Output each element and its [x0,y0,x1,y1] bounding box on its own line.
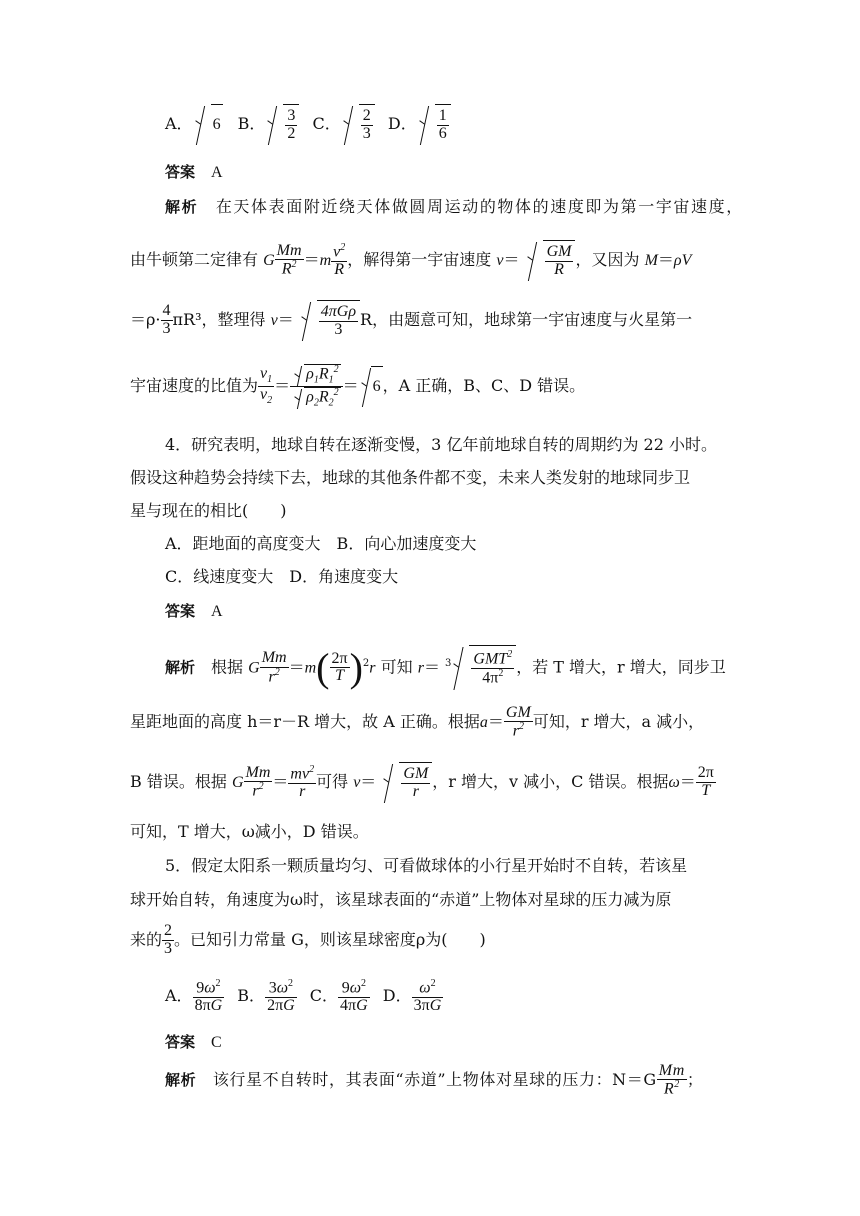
q3-analysis-4: 宇宙速度的比值为 $\frac{v_1}{v_2}$ ＝ $\frac{\rho_1R_1^2}{\rho_2R_2^2}$ ＝ 6 ，A 正确，B、C、D 错误。 [130,364,586,409]
q4-stem-1: 4．研究表明，地球自转在逐渐变慢，3 亿年前地球自转的周期约为 22 小时。 [165,435,717,454]
q5-stem-2: 球开始自转，角速度为ω时，该星球表面的“赤道”上物体对星球的压力减为原 [130,890,672,909]
q4-stem-3: 星与现在的相比( ) [130,501,287,520]
q4-analysis-4: 可知，T 增大，ω减小，D 错误。 [130,822,369,841]
option-c-value: $\frac{2}{3}$ [341,104,375,145]
q4-answer: 答案 A [165,602,223,620]
option-b-label: B． [237,114,266,133]
option-c-label: C． [312,114,341,133]
option-a: A． $\frac{9\omega^2}{8\pi G}$ [165,977,223,1014]
q5-answer: 答案 C [165,1033,222,1051]
q3-analysis-1: 解析 在天体表面附近绕天体做圆周运动的物体的速度即为第一宇宙速度， [165,197,744,216]
q3-analysis-3: ＝ρ· $\frac{4}{3}$ πR³，整理得 v＝ $\frac{\text{4πGρ}}{3}$ R，由题意可知，地球第一宇宙速度与火星第一 [130,300,692,341]
q3-analysis-2: 由牛顿第二定律有 G $\frac{Mm}{R^2}$ ＝m $\frac{v^2}{R}$ ，解得第一宇宙速度 v＝ $\frac{GM}{R}$ ，又因为 M＝ρV [130,240,691,281]
option-a-value: 6 [193,104,223,145]
q4-analysis-3: B 错误。根据 G $\frac{Mm}{r^2}$ ＝ $\frac{mv^2}{r}$ 可得 v＝ $\frac{GM}{r}$ ，r 增大，v 减小，C 错误。根据ω＝ $\frac{2\pi}{T}$ [130,762,716,803]
q4-options-cd: C．线速度变大 D．角速度变大 [165,567,399,586]
option-b: B． $\frac{3\omega^2}{2\pi G}$ [237,977,295,1014]
option-c: C． $\frac{9\omega^2}{4\pi G}$ [309,977,368,1014]
option-a-label: A． [165,114,193,133]
option-b-value: $\frac{3}{2}$ [265,104,299,145]
option-d-label: D． [387,114,417,133]
option-d-value: $\frac{1}{6}$ [417,104,451,145]
q5-stem-3: 来的 $\frac{2}{3}$ 。已知引力常量 G，则该星球密度ρ为( ) [130,922,486,957]
q3-answer: 答案 A [165,163,223,181]
q4-stem-2: 假设这种趋势会持续下去，地球的其他条件都不变，未来人类发射的地球同步卫 [130,468,691,487]
q5-stem-1: 5．假定太阳系一颗质量均匀、可看做球体的小行星开始时不自转，若该星 [165,856,688,875]
option-d: D． $\frac{\omega^2}{3\pi G}$ [382,977,442,1014]
q4-analysis-1: 解析 根据 G $\frac{Mm}{r^2}$ ＝m( $\frac{2\pi}{T}$ )$^2$r 可知 r＝ $^3$ $\frac{GMT^2}{4\pi^2}$ ，若 T 增大，r 增大，同步卫 [165,644,726,690]
q3-options [165,104,451,145]
q4-options-ab: A．距地面的高度变大 B．向心加速度变大 [165,534,477,553]
q5-analysis-1: 解析 该行星不自转时，其表面“赤道”上物体对星球的压力：N＝G $\frac{Mm}{R^2}$ ； [165,1061,704,1098]
q4-analysis-2: 星距地面的高度 h＝r－R 增大，故 A 正确。根据a＝ $\frac{GM}{r^2}$ 可知，r 增大，a 减小， [130,703,705,740]
q5-options [165,976,443,1016]
